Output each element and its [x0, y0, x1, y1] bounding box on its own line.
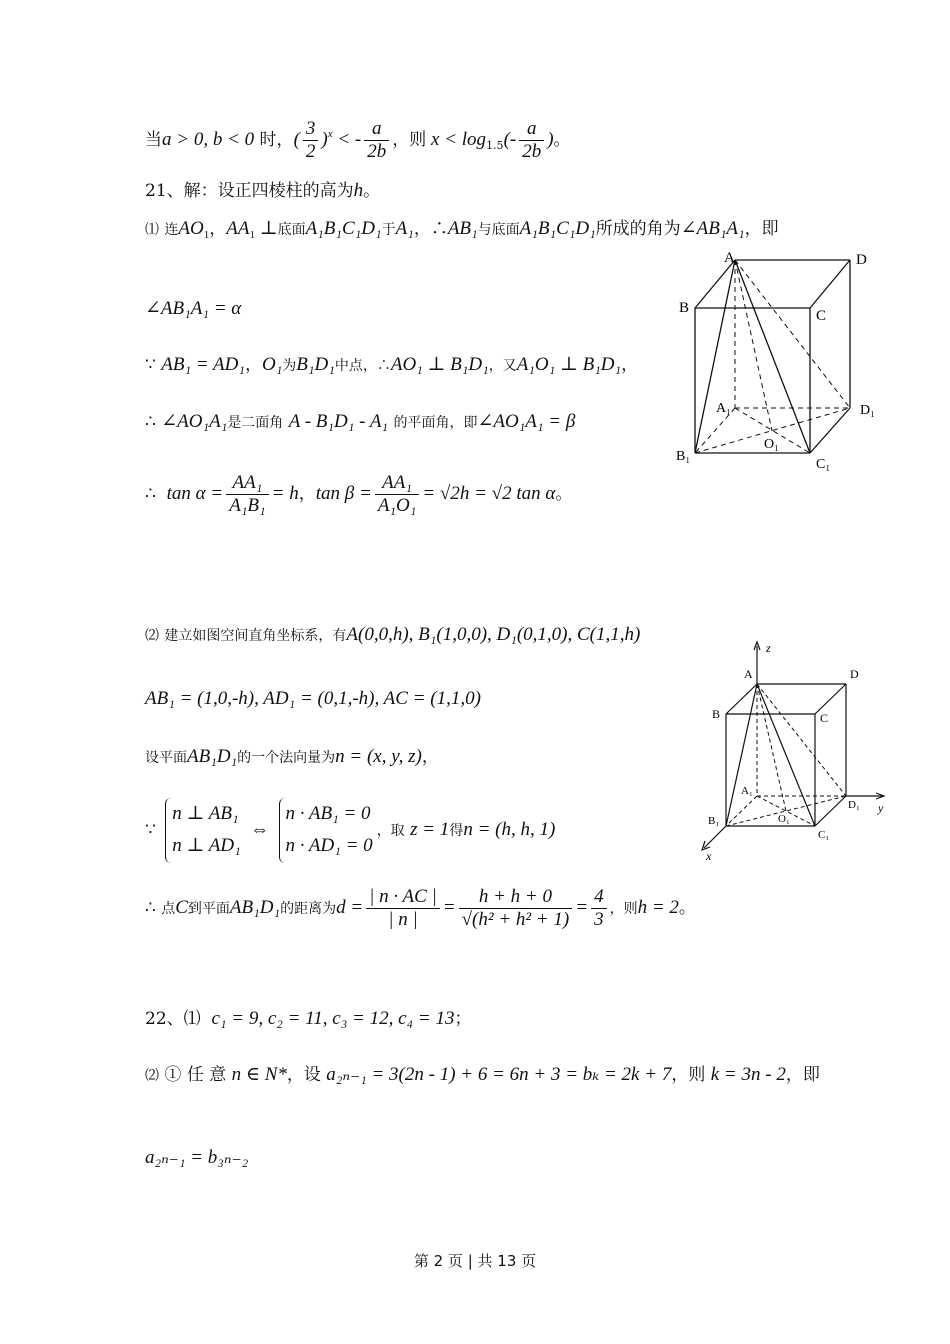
line-15 [145, 1146, 248, 1169]
line-7: ∴ tan α = $\frac{\text{AA₁}}{\text{A₁B₁}}$ = h，tan β = $\frac{\text{AA₁}}{\text{A₁O₁}}$ = √2h = √2 tan α。 [145, 472, 573, 516]
axis-x-label: x [706, 849, 712, 863]
text: 的一个法向量为 [237, 750, 336, 766]
math: tan α = [166, 482, 224, 504]
subscript: 1.5 [486, 138, 504, 152]
line-5: ∵ AB₁ = AD₁，O₁为B₁D₁中点，∴AO₁ ⊥ B₁D₁，又A₁O₁ ⊥ B₁D₁， [145, 354, 639, 375]
label-C: C [816, 308, 827, 324]
label-D1: D₁ [848, 799, 860, 811]
math: c₁ = 9, c₂ = 11, c₃ = 12, c₄ = 13 [211, 1008, 455, 1029]
therefore-symbol: ∴ [145, 483, 156, 504]
line-8 [145, 624, 640, 646]
math: a₂ₙ₋₁ = b₃ₙ₋₂ [145, 1147, 249, 1168]
because-symbol: ∵ [145, 819, 156, 840]
axis-z-label: z [766, 641, 771, 655]
text: 设平面 [145, 750, 187, 766]
math: A₁B₁C₁D₁ [305, 218, 382, 239]
line-3: ⑴ 连$AO_1$，$AA_1$ ⊥底面A₁B₁C₁D₁于A₁，∴AB₁与底面A₁B₁C₁D₁所成的角为∠AB₁A₁，即 [145, 218, 779, 241]
label-B: B [679, 300, 690, 316]
math: ∠AO₁A₁ [161, 411, 228, 432]
label-B1: B₁ [676, 449, 691, 464]
line-2 [145, 176, 380, 202]
label-O1: O₁ [778, 813, 790, 825]
label-B1: B₁ [708, 815, 720, 827]
label-C: C [820, 711, 829, 725]
label-A: A [744, 667, 753, 681]
math: O₁ [261, 354, 283, 375]
line-1: 当a > 0, b < 0 时，( $\frac{3}{2}$ )$^x$ < - $\frac{a}{2b}$ ，则 $x < \log_{1.5}(-$ $\frac{a}{2b}$ )。 [145, 118, 571, 162]
math: A₁ [395, 218, 414, 239]
math: a > 0, b < 0 [162, 128, 255, 150]
line-4 [145, 297, 241, 320]
math: tan β = [315, 482, 372, 504]
fraction: $\frac{4}{3}$ [591, 886, 607, 931]
math: AA [226, 218, 250, 239]
math: k = 3n - 2 [710, 1064, 786, 1085]
fraction: $\frac{h + h + 0}{\text{√(h² + h² + 1)}}$ [459, 886, 573, 931]
text: 连 [164, 222, 179, 238]
line-13: 22、⑴ c₁ = 9, c₂ = 11, c₃ = 12, c₄ = 13； [145, 1008, 472, 1029]
text: 21、解：设正四棱柱的高为 [145, 181, 354, 201]
text: ，则 [392, 129, 427, 150]
math: ∠AB₁A₁ [680, 218, 745, 239]
label-C1: C₁ [816, 457, 831, 472]
line-11: ∵ n ⊥ AB₁ n ⊥ AD₁ ⇔ n · AB₁ = 0 n · AD₁ = 0 ，取 z = 1得n = (h, h, 1) [145, 798, 555, 863]
fraction: $\frac{a}{2b}$ [519, 118, 544, 163]
label-D: D [856, 252, 867, 268]
math: a₂ₙ₋₁ = 3(2n - 1) + 6 = 6n + 3 = bₖ = 2k + 7 [326, 1064, 672, 1085]
fraction: $\frac{3}{2}$ [303, 118, 319, 163]
prism-figure-2 [700, 636, 900, 866]
label-A1: A₁ [741, 785, 753, 797]
prism-figure-1 [670, 248, 885, 478]
text: 当 [145, 129, 162, 150]
math: d = [336, 896, 364, 918]
math: A₁B₁C₁D₁ [519, 218, 596, 239]
math: AB₁ = (1,0,-h), AD₁ = (0,1,-h), AC = (1,1,0) [145, 688, 481, 709]
math: < - [332, 128, 362, 150]
math: A₁O₁ ⊥ B₁D₁ [516, 354, 622, 375]
math: = √2h = √2 tan α [422, 482, 556, 504]
math: = h [271, 482, 299, 504]
math: ∠AO₁A₁ = β [477, 411, 576, 432]
label-D: D [850, 667, 859, 681]
fraction: $\frac{a}{2b}$ [364, 118, 389, 163]
item-number: ⑴ [145, 222, 159, 238]
text: 。 [363, 181, 381, 201]
fraction: $\frac{\text{AA₁}}{\text{A₁B₁}}$ [226, 472, 268, 517]
label-C1: C₁ [818, 829, 830, 841]
system-right: n · AB₁ = 0 n · AD₁ = 0 [279, 798, 373, 863]
label-O1: O₁ [764, 437, 779, 452]
math: AB₁ [447, 218, 478, 239]
line-12: ∴ 点C到平面AB₁D₁的距离为d = $\frac{| n \cdot AC |}{| n |}$ = $\frac{h + h + 0}{\text{√(h² + h² + 1)}}$ = $\frac{4}{3}$ ，则h = 2。 [145, 886, 696, 930]
math: AB₁D₁ [187, 746, 238, 767]
math: n ∈ N* [231, 1064, 287, 1085]
line-6: ∴ ∠AO₁A₁是二面角 A - B₁D₁ - A₁ 的平面角，即∠AO₁A₁ = β [145, 411, 576, 432]
text: 。 [553, 129, 571, 150]
label-A: A [724, 250, 735, 266]
line-10: 设平面AB₁D₁的一个法向量为n = (x, y, z)， [145, 746, 439, 767]
because-symbol: ∵ [145, 355, 156, 375]
circled-number: ① [164, 1065, 182, 1085]
fraction: $\frac{| n \cdot AC |}{| n |}$ [366, 886, 440, 931]
math: x < log [426, 128, 487, 150]
math: A - B₁D₁ - A₁ [288, 411, 389, 432]
therefore-symbol: ∴ [145, 897, 156, 918]
axis-y-label: y [878, 801, 884, 815]
text: 时， [254, 129, 294, 150]
exponent: x [327, 127, 333, 140]
item-number: ⑵ [145, 1068, 159, 1084]
math: AB₁ = AD₁ [161, 354, 245, 375]
label-B: B [712, 707, 721, 721]
item-number: ⑵ [145, 628, 159, 644]
math: h = 2 [637, 896, 679, 918]
iff-symbol: ⇔ [250, 818, 270, 840]
page-footer: 第 2 页 | 共 13 页 [413, 1252, 537, 1270]
math: z = 1 [410, 818, 450, 840]
math: AB₁D₁ [229, 896, 281, 918]
problem-label: 22、⑴ [145, 1009, 201, 1029]
therefore-symbol: ∴ [145, 412, 156, 432]
math: ∠AB₁A₁ = α [145, 298, 242, 319]
math: A(0,0,h), B₁(1,0,0), D₁(0,1,0), C(1,1,h) [346, 624, 641, 645]
math: C [175, 896, 188, 918]
fraction: $\frac{\text{AA₁}}{\text{A₁O₁}}$ [375, 472, 420, 517]
line-9 [145, 688, 481, 710]
line-14: ⑵ ① 任 意 n ∈ N*，设 a₂ₙ₋₁ = 3(2n - 1) + 6 = 6n + 3 = bₖ = 2k + 7，则 k = 3n - 2，即 [145, 1064, 820, 1085]
math: AO₁ ⊥ B₁D₁ [390, 354, 489, 375]
label-D1: D₁ [860, 403, 875, 418]
math: B₁D₁ [296, 354, 335, 375]
system-left: n ⊥ AB₁ n ⊥ AD₁ [165, 798, 240, 863]
math: h [353, 180, 364, 201]
math: AO [178, 218, 204, 239]
math: n = (x, y, z) [335, 746, 422, 767]
math: n = (h, h, 1) [463, 818, 556, 840]
text: 建立如图空间直角坐标系，有 [164, 628, 347, 644]
label-A1: A₁ [716, 401, 731, 416]
